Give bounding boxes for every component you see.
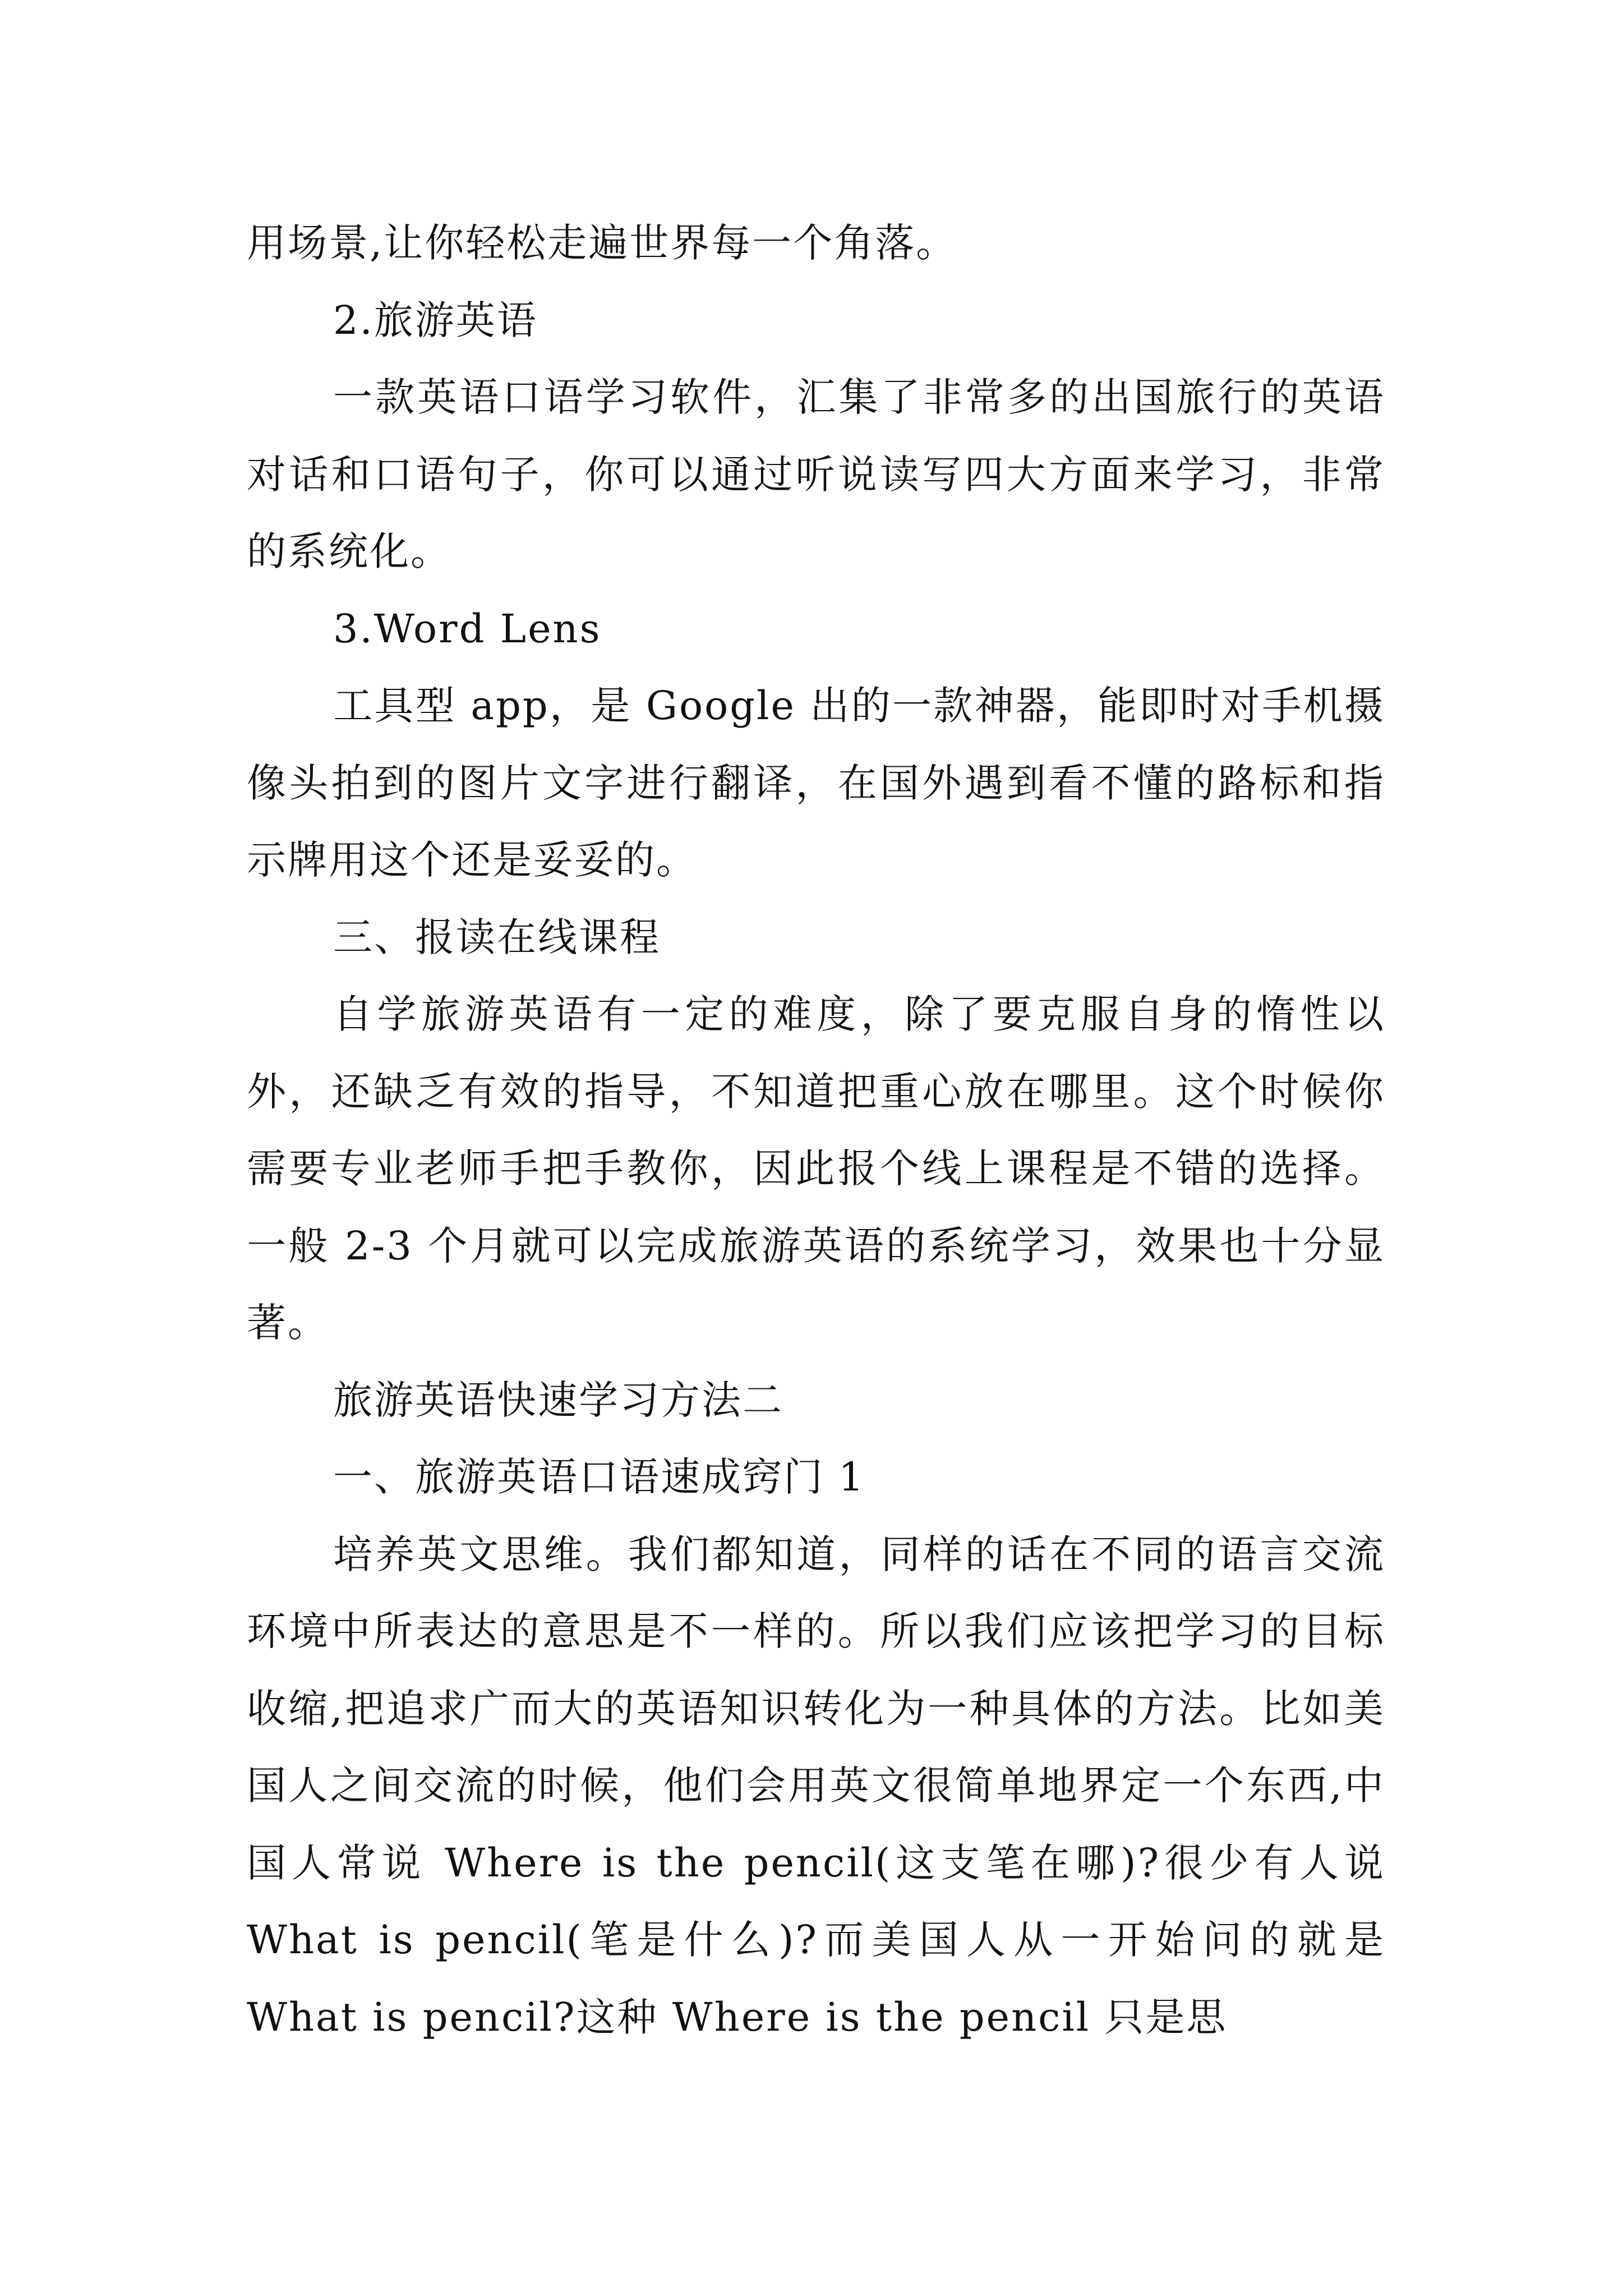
heading-word-lens: 3.Word Lens: [333, 605, 602, 652]
heading-tip-one: 一、旅游英语口语速成窍门 1: [333, 1454, 865, 1500]
paragraph-online-course: 自学旅游英语有一定的难度，除了要克服自身的惰性以外，还缺乏有效的指导，不知道把重心放在哪里。这个时候你需要专业老师手把手教你，因此报个线上课程是不错的选择。一般 2-3 个月就可以完成旅游英语的系统学习，效果也十分显著。: [247, 991, 1385, 1346]
paragraph-travel-english-app: 一款英语口语学习软件，汇集了非常多的出国旅行的英语对话和口语句子，你可以通过听说读写四大方面来学习，非常的系统化。: [247, 374, 1385, 574]
paragraph-scene-continuation: 用场景,让你轻松走遍世界每一个角落。: [247, 220, 957, 266]
heading-online-course: 三、报读在线课程: [333, 914, 661, 960]
paragraph-english-thinking: 培养英文思维。我们都知道，同样的话在不同的语言交流环境中所表达的意思是不一样的。所以我们应该把学习的目标收缩,把追求广而大的英语知识转化为一种具体的方法。比如美国人之间交流的时候，他们会用英文很简单地界定一个东西,中国人常说 Where is the pencil(这支笔在哪)?很少有人说 What is pencil(笔是什么)?而美国人从一开始问的就是 What is pencil?这种 Where is the pencil 只是思: [247, 1531, 1385, 2040]
heading-method-two: 旅游英语快速学习方法二: [333, 1377, 783, 1423]
document-body: [247, 205, 1385, 2056]
paragraph-word-lens: 工具型 app，是 Google 出的一款神器，能即时对手机摄像头拍到的图片文字进行翻译，在国外遇到看不懂的路标和指示牌用这个还是妥妥的。: [247, 683, 1385, 883]
heading-travel-english-app: 2.旅游英语: [333, 297, 538, 343]
